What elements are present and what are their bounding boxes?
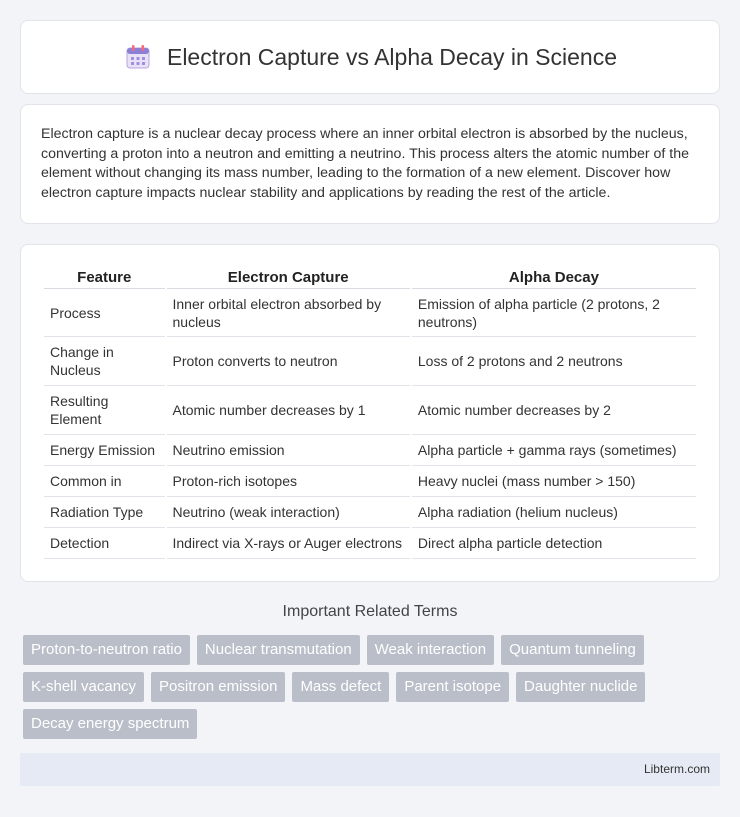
tag-nuclear-transmutation[interactable]: Nuclear transmutation [197, 635, 360, 665]
intro-card [20, 104, 720, 224]
tag-daughter-nuclide[interactable]: Daughter nuclide [516, 672, 645, 702]
comparison-table [42, 265, 698, 559]
tag-weak-interaction[interactable]: Weak interaction [367, 635, 494, 665]
table-cell: Proton-rich isotopes [167, 466, 410, 497]
table-row [44, 289, 696, 337]
table-cell: Direct alpha particle detection [412, 528, 696, 559]
table-cell: Process [44, 289, 165, 337]
page-title: Electron Capture vs Alpha Decay in Science [166, 43, 618, 70]
table-cell: Resulting Element [44, 386, 165, 435]
table-cell: Atomic number decreases by 2 [412, 386, 696, 435]
table-cell: Energy Emission [44, 435, 165, 466]
tag-parent-isotope[interactable]: Parent isotope [396, 672, 509, 702]
tag-mass-defect[interactable]: Mass defect [292, 672, 389, 702]
table-row [44, 435, 696, 466]
table-cell: Emission of alpha particle (2 protons, 2 neutrons) [412, 289, 696, 337]
table-cell: Atomic number decreases by 1 [167, 386, 410, 435]
table-row [44, 528, 696, 559]
related-terms-tags [23, 635, 723, 739]
related-terms-title: Important Related Terms [282, 603, 458, 620]
table-cell: Heavy nuclei (mass number > 150) [412, 466, 696, 497]
table-cell: Change in Nucleus [44, 337, 165, 386]
tag-positron-emission[interactable]: Positron emission [151, 672, 285, 702]
header-card [20, 20, 720, 94]
footer-site-link[interactable]: Libterm.com [643, 762, 710, 776]
title-wrap [123, 42, 617, 72]
intro-text: Electron capture is a nuclear decay process where an inner orbital electron is absorbed by the nucleus, converting a proton into a neutron and emitting a neutrino. This process alters the atomic number of the element without changing its mass number, leading to the formation of a new element. Discover how electron capture impacts nuclear stability and applications by reading the rest of the article. [41, 126, 690, 201]
table-cell: Alpha radiation (helium nucleus) [412, 497, 696, 528]
header-feature: Feature [44, 265, 165, 289]
table-cell: Neutrino (weak interaction) [167, 497, 410, 528]
header-alpha-decay: Alpha Decay [412, 265, 696, 289]
tag-decay-energy-spectrum[interactable]: Decay energy spectrum [23, 709, 197, 739]
table-header-row [44, 265, 696, 289]
table-cell: Common in [44, 466, 165, 497]
table-row [44, 386, 696, 435]
table-cell: Proton converts to neutron [167, 337, 410, 386]
table-cell: Radiation Type [44, 497, 165, 528]
footer [20, 753, 720, 786]
table-cell: Indirect via X-rays or Auger electrons [167, 528, 410, 559]
calendar-icon [123, 42, 153, 72]
tag-quantum-tunneling[interactable]: Quantum tunneling [501, 635, 644, 665]
table-row [44, 497, 696, 528]
table-cell: Detection [44, 528, 165, 559]
table-cell: Neutrino emission [167, 435, 410, 466]
comparison-table-card [20, 244, 720, 582]
table-cell: Alpha particle + gamma rays (sometimes) [412, 435, 696, 466]
tag-proton-to-neutron-ratio[interactable]: Proton-to-neutron ratio [23, 635, 190, 665]
header-electron-capture: Electron Capture [167, 265, 410, 289]
tag-k-shell-vacancy[interactable]: K-shell vacancy [23, 672, 144, 702]
table-cell: Inner orbital electron absorbed by nucleus [167, 289, 410, 337]
table-row [44, 337, 696, 386]
table-cell: Loss of 2 protons and 2 neutrons [412, 337, 696, 386]
table-row [44, 466, 696, 497]
